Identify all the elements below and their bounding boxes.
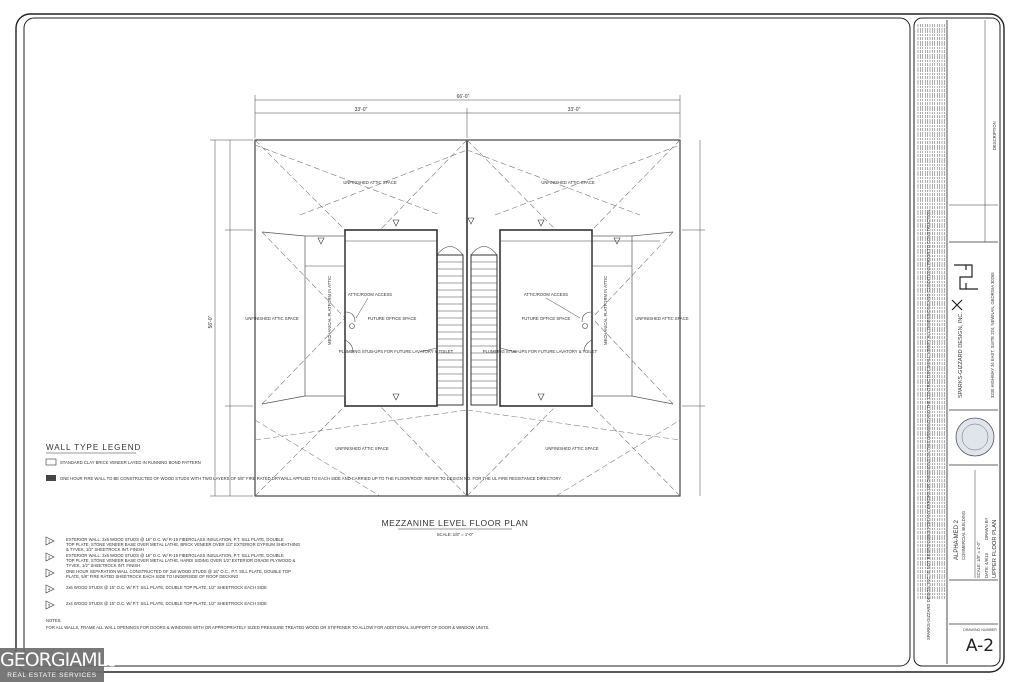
overall-dimension: 66'-0"	[456, 94, 470, 100]
attic-label-sw: UNFINISHED ATTIC SPACE	[335, 446, 389, 451]
legend-firewall: ONE HOUR FIRE WALL TO BE CONSTRUCTED OF WOOD STUDS WITH TWO LAYERS OF 5/8" FIRE RATED DRYWALL APPLIED TO EACH SIDE AND CARRIED UP TO THE FLOOR/ROOF. REFER TO DESIGN NO. FOR THE UL FIRE RESISTANCE DIRECTORY.	[60, 476, 562, 481]
wall-type-description: 2x6 WOOD STUDS @ 16" O.C. W/ P.T. SILL PLATE, DOUBLE TOP PLATE, 1/2" SHEETROCK EACH SIDE	[66, 585, 267, 590]
plan-title: MEZZANINE LEVEL FLOOR PLAN	[381, 518, 529, 528]
left-half-dimension: 33'-0"	[354, 107, 368, 113]
firm-address: 3230 HIGHWAY 34 EAST, SUITE 224, NEWNAN, GEORGIA 30265	[990, 272, 995, 398]
wall-type-description: ONE HOUR SEPARATION WALL CONSTRUCTED OF 2x6 WOOD STUDS @ 16" O.C., P.T. SILL PLATE, DOUBLE TOP PLATE, 5/8" FIRE RATED SHEETROCK EACH SIDE TO UNDERSIDE OF ROOF DECKING	[66, 569, 291, 579]
wall-type-description: 2x4 WOOD STUDS @ 16" O.C. W/ P.T. SILL PLATE, DOUBLE TOP PLATE, 1/2" SHEETROCK EACH SIDE	[66, 601, 267, 606]
date-note: DATE: 4/9/13	[984, 553, 989, 578]
attic-access-right: ATTIC/ROOM ACCESS	[523, 292, 569, 297]
legend-brick: STANDARD CLAY BRICK VENEER LAYED IN RUNNING BOND PATTERN	[60, 460, 201, 465]
attic-label-w: UNFINISHED ATTIC SPACE	[245, 316, 299, 321]
future-office-left: FUTURE OFFICE SPACE	[367, 316, 417, 321]
georgiamls-watermark	[0, 648, 118, 682]
legend-wall-type	[46, 553, 296, 568]
disclaimer: SPARKS-GIZZARD DESIGN, INC. IS NOT RESPONSIBLE FOR ANY ERRORS OR OMISSIONS ON THIS DRAWING AND THE CONTRACTOR SHALL VERIFY ALL DIMENSIONS AND CONDITIONS PRIOR TO CONSTRUCTION.	[926, 208, 931, 640]
legend-wall-type	[46, 601, 267, 609]
mech-platform-right: MECHANICAL PLATFORM IN ATTIC	[603, 275, 608, 345]
seal-icon	[956, 418, 994, 456]
attic-access-left: ATTIC/ROOM ACCESS	[347, 292, 393, 297]
wall-type-description: EXTERIOR WALL: 2x6 WOOD STUDS @ 16" O.C. W/ R-19 FIBERGLASS INSULATION, P.T. SILL PLATE, DOUBLE TOP PLATE, STONE VENEER BASE OVER METAL LATHE, HARDI SIDING OVER 1/2" EXTERIOR GRADE PLYWOOD & TYVEK, 1/2" SHEETROCK INT. FINISH	[66, 553, 296, 568]
plumbing-note-right: PLUMBING STUB-UPS FOR FUTURE LAVATORY & TOILET	[482, 349, 598, 354]
project-sub: COMMERCIAL BUILDING	[961, 510, 966, 560]
attic-label-se: UNFINISHED ATTIC SPACE	[545, 446, 599, 451]
attic-label-e: UNFINISHED ATTIC SPACE	[635, 316, 689, 321]
wall-tag-number: 2	[48, 554, 51, 560]
wall-type-description: EXTERIOR WALL: 2x6 WOOD STUDS @ 16" O.C. W/ R-19 FIBERGLASS INSULATION, P.T. SILL PLATE, DOUBLE TOP PLATE, STONE VENEER BASE OVER METAL LATHE, BRICK VENEER OVER 1/2" EXTERIOR GYPSUM SHEATHING & TYVEK, 1/2" SHEETROCK INT. FINISH	[66, 537, 301, 552]
legend-wall-type	[46, 537, 300, 552]
attic-label-ne: UNFINISHED ATTIC SPACE	[541, 180, 595, 185]
wall-tag-number: 1	[48, 538, 51, 544]
right-half-dimension: 33'-0"	[567, 107, 581, 113]
watermark-sub: REAL ESTATE SERVICES	[7, 672, 97, 679]
sheet-title: UPPER FLOOR PLAN	[992, 519, 998, 578]
mech-platform-left: MECHANICAL PLATFORM IN ATTIC	[327, 275, 332, 345]
sheet-number: A-2	[965, 636, 995, 656]
title-block-description: DESCRIPTION	[992, 121, 997, 150]
scale-note: SCALE: 1/8" = 1'-0"	[976, 541, 981, 578]
future-office-right: FUTURE OFFICE SPACE	[521, 316, 571, 321]
wall-type-legend	[46, 443, 562, 630]
wall-tag-number: 5	[48, 602, 51, 608]
watermark-name: GEORGIAMLS	[0, 649, 118, 671]
plan-drawing	[208, 94, 705, 537]
firm-logo	[952, 265, 978, 310]
firm-name: SPARKS-GIZZARD DESIGN, INC.	[958, 312, 964, 398]
legend-title: WALL TYPE LEGEND	[46, 443, 142, 452]
plan-scale: SCALE: 1/8" = 1'-0"	[436, 532, 474, 537]
legend-notes-title: NOTES:	[46, 618, 62, 623]
legend-wall-type	[46, 585, 267, 593]
plumbing-note-left: PLUMBING STUB-UPS FOR FUTURE LAVATORY & TOILET	[338, 349, 454, 354]
wall-tag-number: 3	[48, 570, 51, 576]
attic-label-nw: UNFINISHED ATTIC SPACE	[343, 180, 397, 185]
title-block	[918, 20, 998, 640]
project-name: ALPHA-MED 2	[954, 519, 960, 560]
wall-tag-number: 4	[48, 586, 51, 592]
drawn-by: DRAWN BY	[984, 517, 989, 540]
sheet-number-caption: DRAWING NUMBER	[963, 628, 997, 632]
side-dimension: 56'-0"	[208, 315, 214, 329]
legend-notes: FOR ALL WALLS, FRAME ALL WALL OPENINGS FOR DOORS & WINDOWS WITH OR APPROPRIATELY SIZED PRESSURE TREATED WOOD OR STIFFENER TO ALLOW FOR ADDITIONAL SUPPORT OF DOOR & WINDOW UNITS.	[46, 625, 490, 630]
legend-wall-type	[46, 569, 291, 579]
